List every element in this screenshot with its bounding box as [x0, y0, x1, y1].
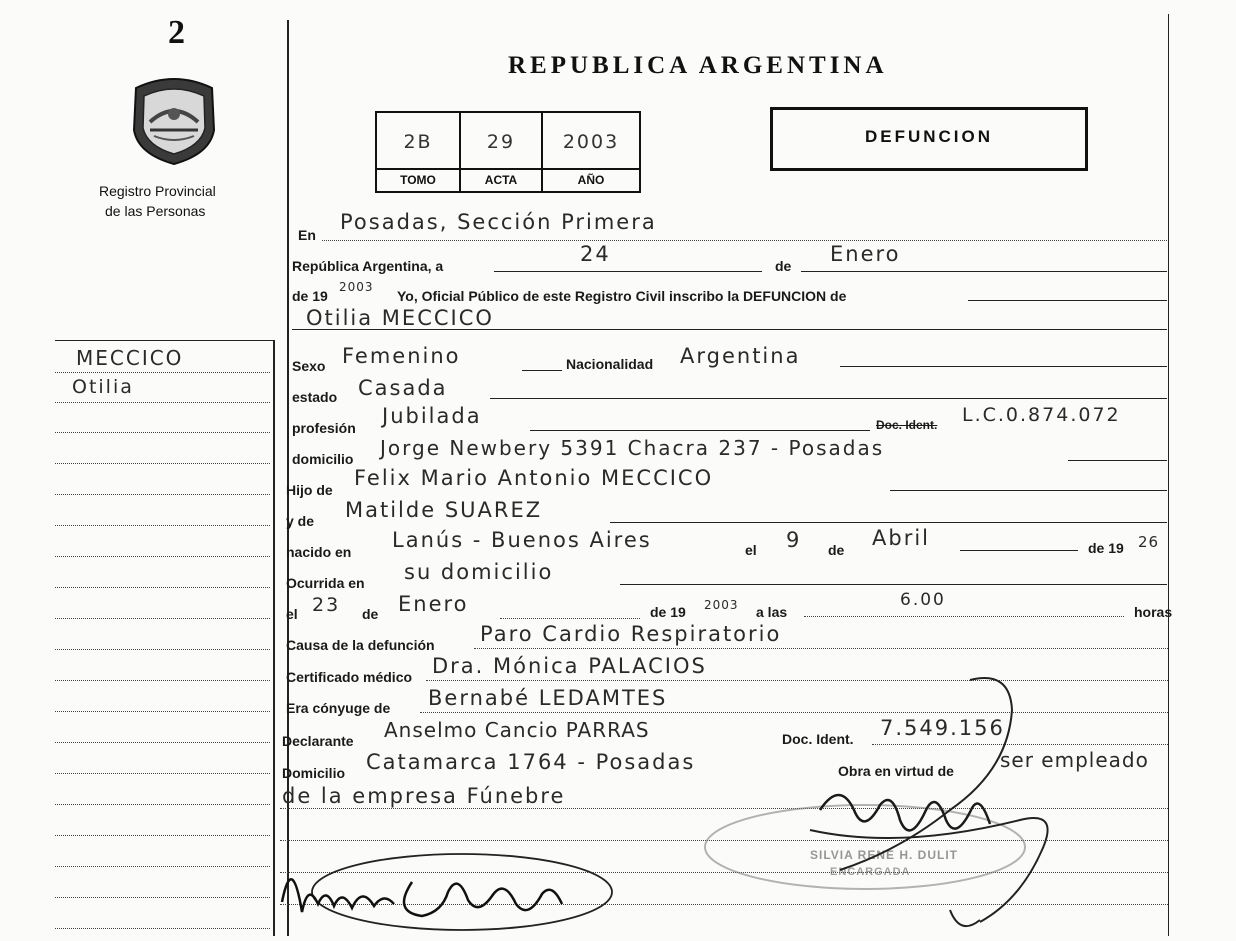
alas-label: a las	[756, 604, 788, 620]
certificado-label: Certificado médico	[286, 669, 413, 685]
margin-line	[55, 711, 270, 712]
margin-line	[55, 525, 270, 526]
nac-anio-value: 26	[1138, 533, 1160, 551]
margin-line	[55, 928, 270, 929]
hijo-label: Hijo de	[286, 482, 333, 498]
madre-value: Matilde SUAREZ	[345, 498, 543, 522]
oficial-text: Yo, Oficial Público de este Registro Civil inscribo la DEFUNCION de	[397, 288, 847, 304]
margin-line	[55, 618, 270, 619]
nacionalidad-value: Argentina	[680, 344, 801, 368]
yde-label: y de	[286, 513, 315, 529]
fill-line	[522, 370, 562, 371]
def-dia-value: 23	[312, 594, 341, 616]
horas-label: horas	[1134, 604, 1173, 620]
fill-line	[960, 550, 1078, 551]
ocurrida-label: Ocurrida en	[286, 575, 365, 591]
fill-line	[968, 300, 1167, 301]
obra-value-continued: de la empresa Fúnebre	[282, 784, 566, 808]
nacionalidad-label: Nacionalidad	[566, 356, 654, 372]
en-value: Posadas, Sección Primera	[340, 210, 657, 234]
official-signature	[780, 660, 1070, 936]
nac-de-label: de	[828, 542, 845, 558]
margin-line	[55, 649, 270, 650]
domicilio2-value: Catamarca 1764 - Posadas	[366, 750, 696, 774]
doc-label: Doc. Ident.	[876, 418, 938, 432]
estado-label: estado	[292, 389, 338, 405]
de19-label: de 19	[292, 288, 328, 304]
fill-line	[530, 430, 870, 431]
fill-line	[801, 271, 1167, 272]
republica-label: República Argentina, a	[292, 258, 444, 274]
profesion-label: profesión	[292, 420, 356, 436]
fill-line	[610, 522, 1167, 523]
causa-label: Causa de la defunción	[286, 637, 435, 653]
main-frame-right-border	[1168, 14, 1169, 936]
def-de19-label: de 19	[650, 604, 686, 620]
margin-line	[55, 742, 270, 743]
margin-line	[55, 402, 270, 403]
fill-line	[474, 648, 1168, 649]
provincial-seal-emblem	[128, 70, 220, 166]
fill-line	[840, 366, 1167, 367]
obra-value: ser empleado	[1000, 748, 1149, 772]
nac-de19-label: de 19	[1088, 540, 1124, 556]
nac-mes-value: Abril	[872, 526, 930, 550]
margin-line	[55, 556, 270, 557]
doc2-label: Doc. Ident.	[782, 731, 854, 747]
fill-line	[620, 584, 1167, 585]
page-number: 2	[168, 14, 185, 51]
domicilio-label: domicilio	[292, 451, 354, 467]
fill-line	[494, 271, 762, 272]
sexo-value: Femenino	[342, 344, 461, 368]
anio-inline-value: 2003	[339, 280, 374, 294]
nacido-value: Lanús - Buenos Aires	[392, 528, 652, 552]
padre-value: Felix Mario Antonio MECCICO	[354, 466, 714, 490]
doc-value: L.C.0.874.072	[962, 404, 1121, 426]
tomo-label: TOMO	[400, 173, 436, 187]
margin-line	[55, 432, 270, 433]
de-label: de	[775, 258, 792, 274]
dia-value: 24	[580, 242, 611, 266]
fill-line	[890, 490, 1167, 491]
domicilio2-label: Domicilio	[282, 765, 346, 781]
fill-line	[322, 240, 1167, 241]
anio-value: 2003	[562, 131, 620, 153]
causa-value: Paro Cardio Respiratorio	[480, 622, 782, 646]
mes-value: Enero	[830, 242, 901, 266]
margin-line	[55, 804, 270, 805]
estado-value: Casada	[358, 376, 448, 400]
def-mes-value: Enero	[398, 592, 469, 616]
record-number-table	[375, 111, 641, 193]
obra-label: Obra en virtud de	[838, 763, 954, 779]
acta-value: 29	[486, 131, 516, 153]
stamp-text: SILVIA RENE H. DULIT	[810, 848, 959, 862]
nombre-value: Otilia MECCICO	[306, 306, 494, 330]
sexo-label: Sexo	[292, 358, 326, 374]
margin-line	[55, 773, 270, 774]
nacido-label: nacido en	[286, 544, 352, 560]
record-type-box	[770, 107, 1088, 171]
declarante-value: Anselmo Cancio PARRAS	[384, 718, 650, 742]
margin-line	[55, 494, 270, 495]
doc2-value: 7.549.156	[880, 716, 1005, 740]
registry-name-line2: de las Personas	[105, 203, 206, 219]
margin-line	[55, 463, 270, 464]
certificado-value: Dra. Mónica PALACIOS	[432, 654, 707, 678]
declarant-signature	[272, 842, 622, 936]
margin-top-rule	[55, 340, 273, 341]
record-type: DEFUNCION	[864, 127, 994, 146]
fill-line	[1068, 460, 1167, 461]
el-label: el	[745, 542, 757, 558]
acta-label: ACTA	[484, 173, 518, 187]
hora-value: 6.00	[900, 590, 946, 610]
margin-line	[55, 897, 270, 898]
margin-line	[55, 866, 270, 867]
fill-line	[804, 616, 1124, 617]
margin-line	[55, 372, 270, 373]
registry-name-line1: Registro Provincial	[99, 183, 216, 199]
profesion-value: Jubilada	[382, 404, 482, 428]
domicilio-value: Jorge Newbery 5391 Chacra 237 - Posadas	[380, 436, 885, 460]
margin-line	[55, 680, 270, 681]
stamp-text-2: ENCARGADA	[830, 866, 911, 878]
margin-line	[55, 835, 270, 836]
def-anio-value: 2003	[704, 598, 739, 612]
margin-surname: MECCICO	[76, 346, 184, 370]
margin-given-name: Otilia	[72, 376, 134, 398]
el2-label: el	[286, 606, 298, 622]
document-title: REPUBLICA ARGENTINA	[508, 52, 888, 79]
def-de-label: de	[362, 606, 379, 622]
fill-line	[490, 398, 1167, 399]
declarante-label: Declarante	[282, 733, 354, 749]
fill-line	[292, 329, 1167, 330]
conyuge-label: Era cónyuge de	[286, 700, 391, 716]
anio-label: AÑO	[577, 173, 605, 187]
en-label: En	[298, 227, 316, 243]
margin-line	[55, 587, 270, 588]
ocurrida-value: su domicilio	[404, 560, 554, 584]
fill-line	[500, 618, 640, 619]
tomo-value: 2B	[403, 131, 433, 153]
nac-dia-value: 9	[786, 528, 802, 552]
conyuge-value: Bernabé LEDAMTES	[428, 686, 668, 710]
